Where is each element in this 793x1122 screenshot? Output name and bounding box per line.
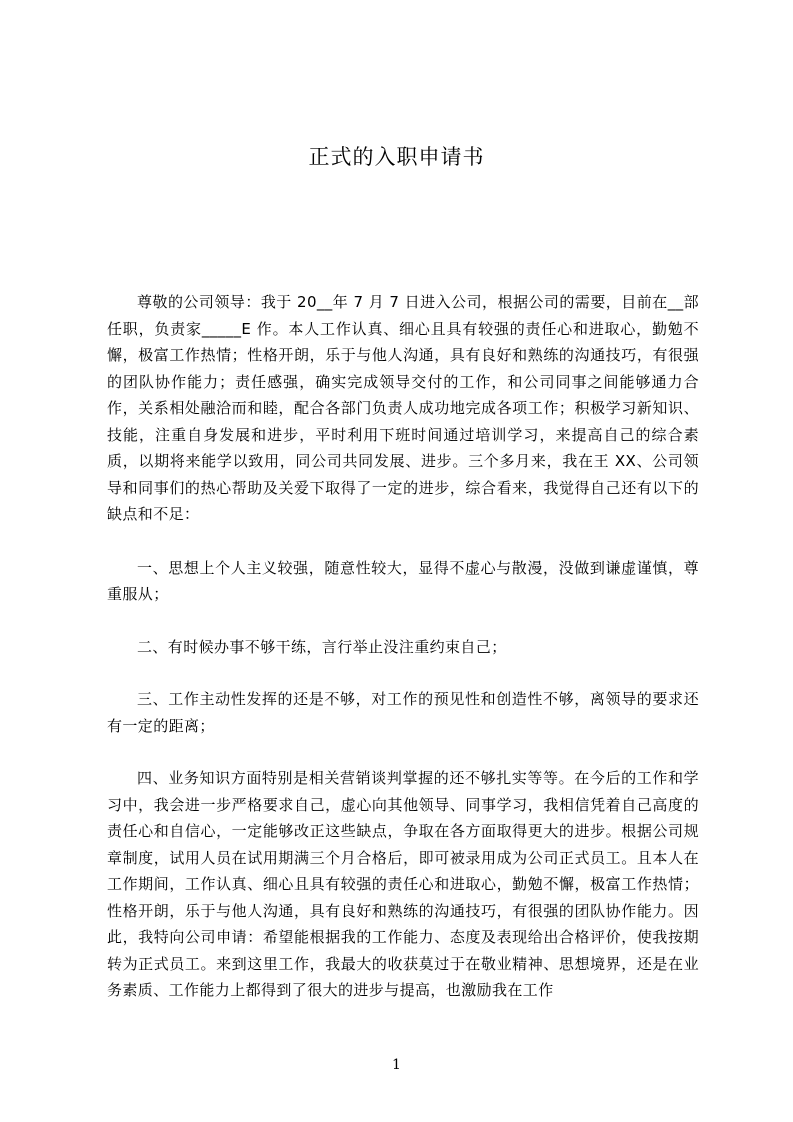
page-number: 1 — [392, 1057, 401, 1073]
document-body — [107, 289, 699, 1004]
paragraph-shortcoming-2: 二、有时候办事不够干练，言行举止没注重约束自己； — [137, 637, 507, 656]
paragraph-intro: 尊敬的公司领导：我于 20__年 7 月 7 日进入公司，根据公司的需要，目前在__部任职，负责家_____E 作。本人工作认真、细心且具有较强的责任心和进取心，勤勉不懈，极富工作热情；性格开朗，乐于与他人沟通，具有良好和熟练的沟通技巧，有很强的团队协作能力；责任感强，确实完成领导交付的工作，和公司同事之间能够通力合作，关系相处融洽而和睦，配合各部门负责人成功地完成各项工作；积极学习新知识、技能，注重自身发展和进步，平时利用下班时间通过培训学习，来提高自己的综合素质，以期将来能学以致用，同公司共同发展、进步。三个多月来，我在王 XX、公司领导和同事们的热心帮助及关爱下取得了一定的进步，综合看来，我觉得自己还有以下的缺点和不足： — [107, 293, 699, 523]
paragraph-shortcoming-3: 三、工作主动性发挥的还是不够，对工作的预见性和创造性不够，离领导的要求还有一定的距离； — [107, 690, 699, 735]
document-title: 正式的入职申请书 — [308, 145, 485, 169]
paragraph-shortcoming-1: 一、思想上个人主义较强，随意性较大，显得不虚心与散漫，没做到谦虚谨慎，尊重服从； — [107, 558, 699, 603]
paragraph-shortcoming-4: 四、业务知识方面特别是相关营销谈判掌握的还不够扎实等等。在今后的工作和学习中，我会进一步严格要求自己，虚心向其他领导、同事学习，我相信凭着自己高度的责任心和自信心，一定能够改正这些缺点，争取在各方面取得更大的进步。根据公司规章制度，试用人员在试用期满三个月合格后，即可被录用成为公司正式员工。且本人在工作期间，工作认真、细心且具有较强的责任心和进取心，勤勉不懈，极富工作热情；性格开朗，乐于与他人沟通，具有良好和熟练的沟通技巧，有很强的团队协作能力。因此，我特向公司申请：希望能根据我的工作能力、态度及表现给出合格评价，使我按期转为正式员工。来到这里工作，我最大的收获莫过于在敬业精神、思想境界，还是在业务素质、工作能力上都得到了很大的进步与提高，也激励我在工作 — [107, 769, 699, 999]
